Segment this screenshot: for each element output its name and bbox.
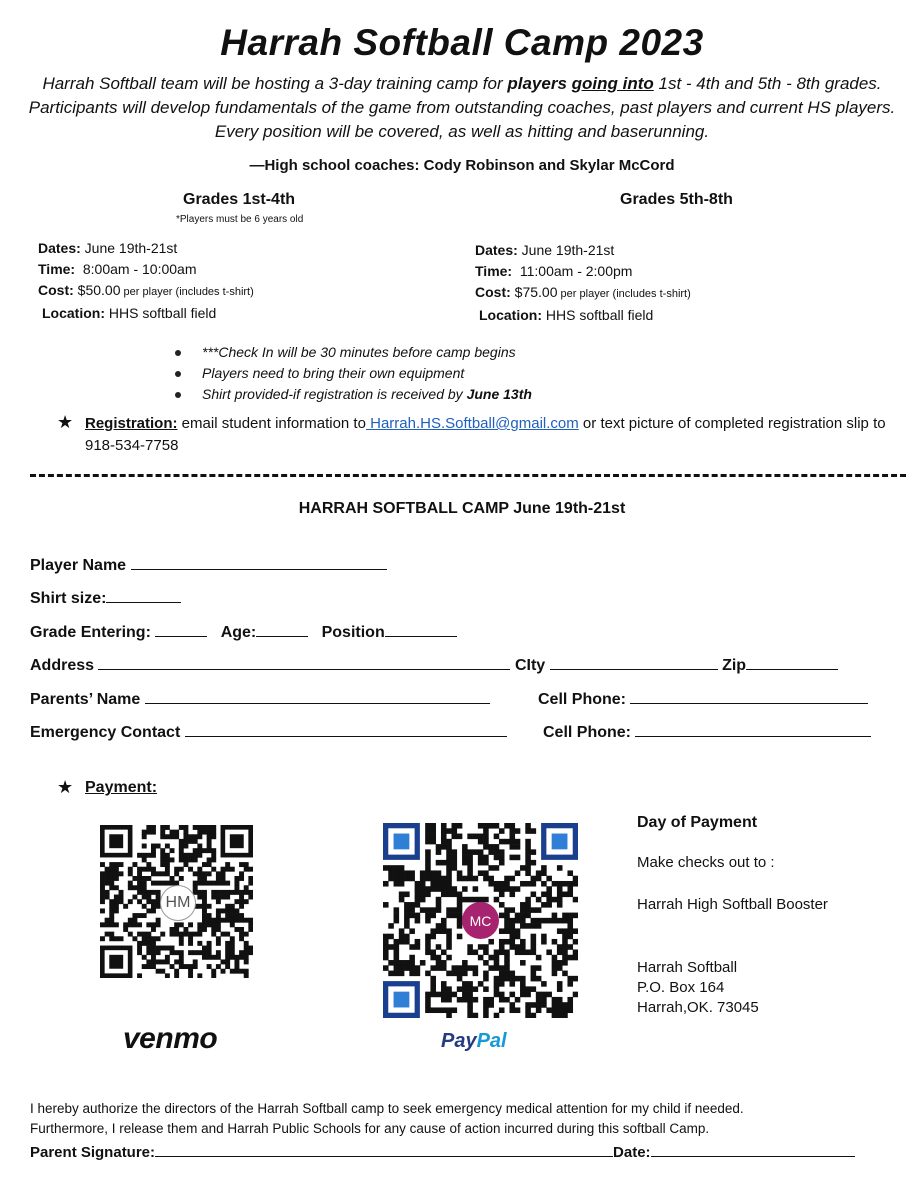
address-field[interactable]: [98, 655, 510, 670]
position-label: Position: [321, 624, 385, 641]
venmo-qr-code[interactable]: [100, 825, 253, 978]
parents-name-label: Parents’ Name: [30, 691, 141, 708]
address-row: [30, 655, 838, 675]
emergency-contact-row: [30, 722, 507, 742]
time-value: 8:00am - 10:00am: [75, 261, 197, 277]
intro-players: players: [507, 74, 567, 93]
player-name-row: [30, 555, 387, 575]
grades-1-4-heading: Grades 1st-4th: [183, 191, 296, 208]
cost-value: $75.00: [510, 284, 558, 300]
dates-value: June 19th-21st: [517, 242, 615, 258]
paypal-qr-code[interactable]: [383, 823, 578, 1018]
emergency-contact-label: Emergency Contact: [30, 724, 181, 741]
venmo-logo: venmo: [123, 1022, 218, 1055]
grades-5-8-info: [475, 240, 691, 326]
venmo-avatar: HM: [160, 885, 196, 921]
emergency-contact-field[interactable]: [185, 722, 507, 737]
registration-email-link[interactable]: Harrah.HS.Softball@gmail.com: [365, 415, 579, 432]
star-icon: ★: [57, 777, 74, 797]
parent-signature-field[interactable]: [155, 1142, 613, 1157]
date-field[interactable]: [651, 1142, 855, 1157]
paypal-avatar: MC: [462, 902, 499, 939]
paypal-logo: [441, 1030, 507, 1053]
page-title: Harrah Softball Camp 2023: [220, 22, 704, 63]
time-value: 11:00am - 2:00pm: [512, 263, 633, 279]
paypal-logo-pay: Pay: [441, 1030, 477, 1052]
note-shirt-text: Shirt provided-if registration is received by: [202, 386, 467, 402]
location-label: Location:: [42, 305, 105, 321]
cut-line-divider: [30, 474, 906, 477]
zip-field[interactable]: [746, 655, 838, 670]
intro-text-1: Harrah Softball team will be hosting a 3-day training camp for: [42, 74, 508, 93]
note-equipment: Players need to bring their own equipment: [172, 363, 532, 384]
age-note: *Players must be 6 years old: [176, 214, 304, 225]
location-value: HHS softball field: [542, 307, 654, 323]
intro-text-2: 1st - 4th and 5th - 8th grades. Participants will develop fundamentals of the game from outstanding coaches, past players and current HS players. Every position will be covered, as well as hitting and baserunning.: [28, 74, 896, 141]
time-label: Time:: [475, 263, 513, 279]
player-name-label: Player Name: [30, 557, 127, 574]
address-line-1: Harrah Softball: [637, 959, 738, 976]
parents-phone-field[interactable]: [630, 689, 868, 704]
authorization-line-1: I hereby authorize the directors of the Harrah Softball camp to seek emergency medical attention for my child if needed.: [30, 1101, 744, 1116]
cell-phone-label: Cell Phone:: [543, 724, 632, 741]
shirt-size-label: Shirt size:: [30, 590, 107, 607]
cell-phone-label: Cell Phone:: [538, 691, 627, 708]
mailing-address: [637, 958, 759, 1018]
note-shirt-date: June 13th: [466, 386, 532, 402]
cost-label: Cost:: [38, 282, 74, 298]
city-field[interactable]: [550, 655, 718, 670]
intro-going-into: going into: [571, 74, 654, 93]
make-checks-label: Make checks out to :: [637, 854, 775, 871]
player-name-field[interactable]: [131, 555, 387, 570]
intro-paragraph: [26, 72, 898, 144]
shirt-size-row: [30, 588, 181, 608]
note-shirt: [172, 384, 532, 405]
grade-age-position-row: [30, 622, 457, 642]
date-label: Date:: [613, 1144, 651, 1161]
cost-note: per player (includes t-shirt): [120, 286, 254, 298]
grades-5-8-heading: Grades 5th-8th: [620, 191, 733, 208]
note-check-in: ***Check In will be 30 minutes before camp begins: [172, 342, 532, 363]
cost-label: Cost:: [475, 284, 511, 300]
city-label: CIty: [514, 657, 546, 674]
address-line-3: Harrah,OK. 73045: [637, 999, 759, 1016]
paypal-logo-pal: Pal: [476, 1030, 507, 1052]
grade-entering-field[interactable]: [155, 622, 207, 637]
check-payee: Harrah High Softball Booster: [637, 896, 828, 913]
registration-info: [85, 413, 895, 457]
payment-label: Payment:: [85, 779, 158, 796]
authorization-statement: [30, 1099, 910, 1139]
shirt-size-field[interactable]: [106, 588, 181, 603]
registration-text-2: or text picture of completed registration slip to 918-534-7758: [85, 415, 886, 454]
position-field[interactable]: [385, 622, 457, 637]
address-line-2: P.O. Box 164: [637, 979, 725, 996]
authorization-line-2: Furthermore, I release them and Harrah Public Schools for any cause of action incurred during this softball Camp.: [30, 1121, 710, 1136]
registration-label: Registration:: [85, 415, 178, 432]
zip-label: Zip: [722, 657, 747, 674]
coaches-line: —High school coaches: Cody Robinson and Skylar McCord: [249, 157, 675, 174]
form-heading: HARRAH SOFTBALL CAMP June 19th-21st: [298, 500, 626, 517]
grades-1-4-info: [38, 238, 254, 324]
dates-label: Dates:: [38, 240, 81, 256]
parents-phone-row: [538, 689, 868, 709]
emergency-phone-field[interactable]: [635, 722, 871, 737]
dates-value: June 19th-21st: [80, 240, 178, 256]
parent-signature-label: Parent Signature:: [30, 1144, 156, 1161]
location-label: Location:: [479, 307, 542, 323]
star-icon: ★: [57, 412, 74, 432]
age-field[interactable]: [256, 622, 308, 637]
cost-value: $50.00: [73, 282, 121, 298]
cost-note: per player (includes t-shirt): [557, 288, 691, 300]
signature-row: [30, 1142, 855, 1161]
location-value: HHS softball field: [105, 305, 217, 321]
time-label: Time:: [38, 261, 76, 277]
grade-entering-label: Grade Entering:: [30, 624, 151, 641]
age-label: Age:: [220, 624, 257, 641]
parents-name-field[interactable]: [145, 689, 490, 704]
dates-label: Dates:: [475, 242, 518, 258]
emergency-phone-row: [543, 722, 871, 742]
day-of-payment: Day of Payment: [637, 814, 758, 831]
address-label: Address: [30, 657, 95, 674]
parents-name-row: [30, 689, 490, 709]
camp-notes-list: [172, 342, 532, 405]
registration-text-1: email student information to: [177, 415, 366, 432]
